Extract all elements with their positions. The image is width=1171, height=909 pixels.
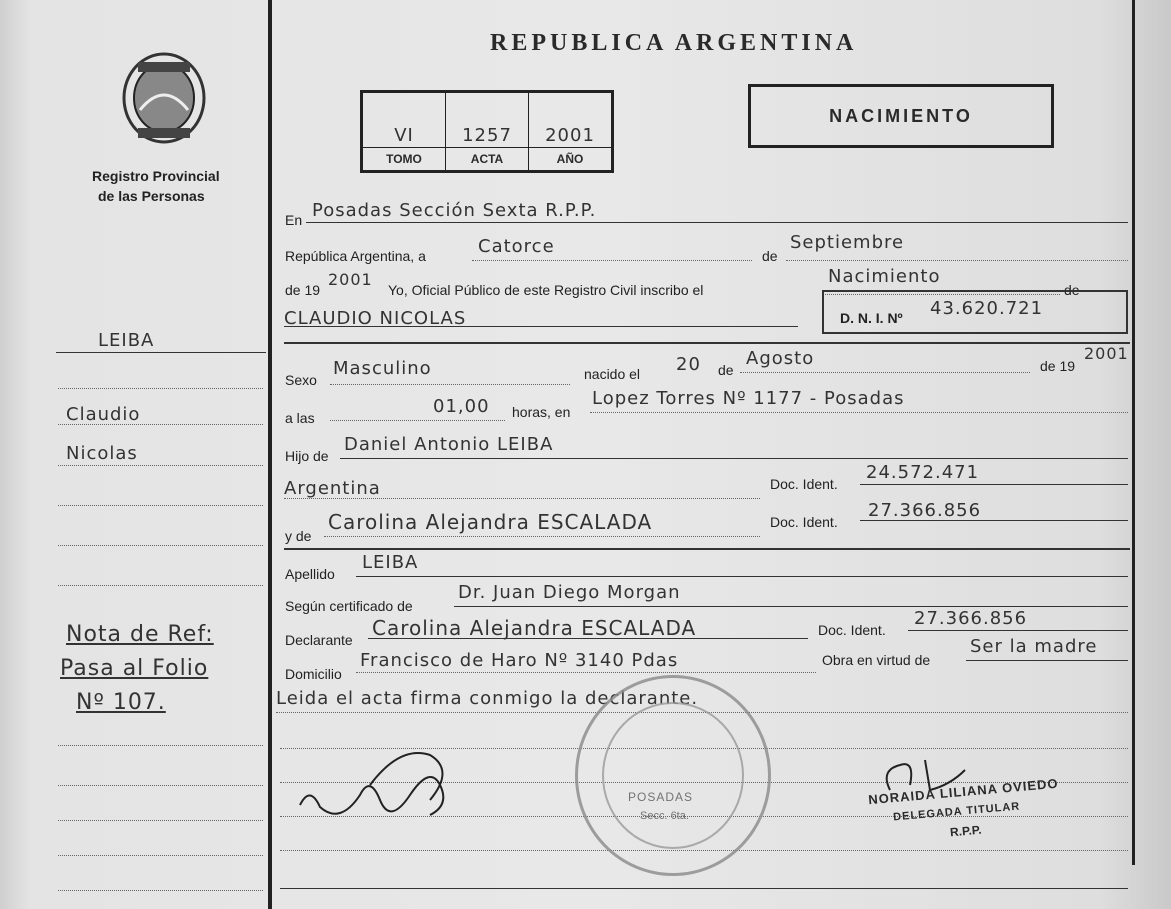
left-border: [268, 0, 272, 909]
officer-org: R.P.P.: [949, 822, 983, 840]
dni-value: 43.620.721: [930, 298, 1044, 319]
country-title: REPUBLICA ARGENTINA: [490, 30, 858, 56]
domicilio-label: Domicilio: [285, 666, 342, 682]
declarante-doc: 27.366.856: [914, 608, 1028, 629]
margin-note-1: Nota de Ref:: [66, 622, 214, 647]
tomo-label: TOMO: [362, 148, 446, 172]
yo-label: Yo, Oficial Público de este Registro Civil inscribo el: [388, 282, 704, 298]
margin-name-2: Nicolas: [66, 443, 138, 464]
provincial-seal: [118, 50, 210, 148]
doc-label: Doc. Ident.: [770, 476, 838, 492]
tomo-value: VI: [362, 92, 446, 148]
person-value: CLAUDIO NICOLAS: [284, 308, 467, 329]
acta-value: 1257: [446, 92, 529, 148]
margin-name-1: Claudio: [66, 404, 141, 425]
doc-label-2: Doc. Ident.: [770, 514, 838, 530]
apellido-value: LEIBA: [362, 552, 419, 573]
margin-note-2: Pasa al Folio: [60, 656, 209, 681]
segun-label: Según certificado de: [285, 598, 413, 614]
declarante-label: Declarante: [285, 632, 353, 648]
alas-label: a las: [285, 410, 315, 426]
hour-value: 01,00: [433, 396, 490, 417]
anio-label: AÑO: [529, 148, 613, 172]
place-value: Lopez Torres Nº 1177 - Posadas: [592, 388, 905, 409]
en-value: Posadas Sección Sexta R.P.P.: [312, 200, 597, 221]
leida-value: Leida el acta firma conmigo la declarante.: [276, 688, 699, 709]
margin-surname: LEIBA: [98, 330, 155, 351]
de-label-2: de: [1064, 282, 1080, 298]
acta-label: ACTA: [446, 148, 529, 172]
de19-label: de 19: [285, 282, 321, 298]
dni-label: D. N. I. Nº: [840, 310, 903, 326]
domicilio-value: Francisco de Haro Nº 3140 Pdas: [360, 650, 679, 671]
en-label: En: [285, 212, 303, 228]
inscribo-value: Nacimiento: [828, 266, 941, 287]
declarante-value: Carolina Alejandra ESCALADA: [372, 616, 697, 640]
margin-note-3: Nº 107.: [76, 690, 166, 715]
de-label: de: [762, 248, 778, 264]
declarant-signature: [280, 745, 460, 845]
document-type: NACIMIENTO: [829, 106, 973, 126]
horas-label: horas, en: [512, 404, 571, 420]
de19-label-2: de 19: [1040, 358, 1076, 374]
stamp-section: Secc. 6ta.: [640, 810, 689, 822]
republica-label: República Argentina, a: [285, 248, 426, 264]
apellido-label: Apellido: [285, 566, 335, 582]
anio-value: 2001: [529, 92, 613, 148]
de-label-3: de: [718, 362, 734, 378]
official-stamp: [575, 675, 771, 876]
mother-value: Carolina Alejandra ESCALADA: [328, 510, 653, 534]
day-value: Catorce: [478, 236, 555, 257]
yde-label: y de: [285, 528, 312, 544]
doctor-value: Dr. Juan Diego Morgan: [458, 582, 681, 603]
document-type-box: [748, 84, 1054, 148]
father-value: Daniel Antonio LEIBA: [344, 434, 554, 455]
birth-month: Agosto: [746, 348, 815, 369]
officer-title: DELEGADA TITULAR: [892, 800, 1021, 824]
mother-doc: 27.366.856: [868, 500, 982, 521]
father-doc: 24.572.471: [866, 462, 980, 483]
hijo-label: Hijo de: [285, 448, 329, 464]
sexo-value: Masculino: [333, 358, 432, 379]
registry-name-line1: Registro Provincial: [92, 168, 220, 184]
officer-name: NORAIDA LILIANA OVIEDO: [867, 775, 1060, 808]
birth-year: 2001: [1084, 344, 1129, 363]
nacido-label: nacido el: [584, 366, 641, 382]
month-value: Septiembre: [790, 232, 905, 253]
birth-day: 20: [676, 354, 701, 375]
obra-label: Obra en virtud de: [822, 652, 931, 668]
registry-name-line2: de las Personas: [98, 188, 205, 204]
sexo-label: Sexo: [285, 372, 317, 388]
father-nationality: Argentina: [284, 478, 381, 499]
obra-value: Ser la madre: [970, 636, 1098, 657]
stamp-city: POSADAS: [628, 790, 694, 804]
right-border: [1132, 0, 1135, 865]
year-value: 2001: [328, 270, 373, 289]
record-number-table: [360, 90, 614, 173]
doc-label-3: Doc. Ident.: [818, 622, 886, 638]
